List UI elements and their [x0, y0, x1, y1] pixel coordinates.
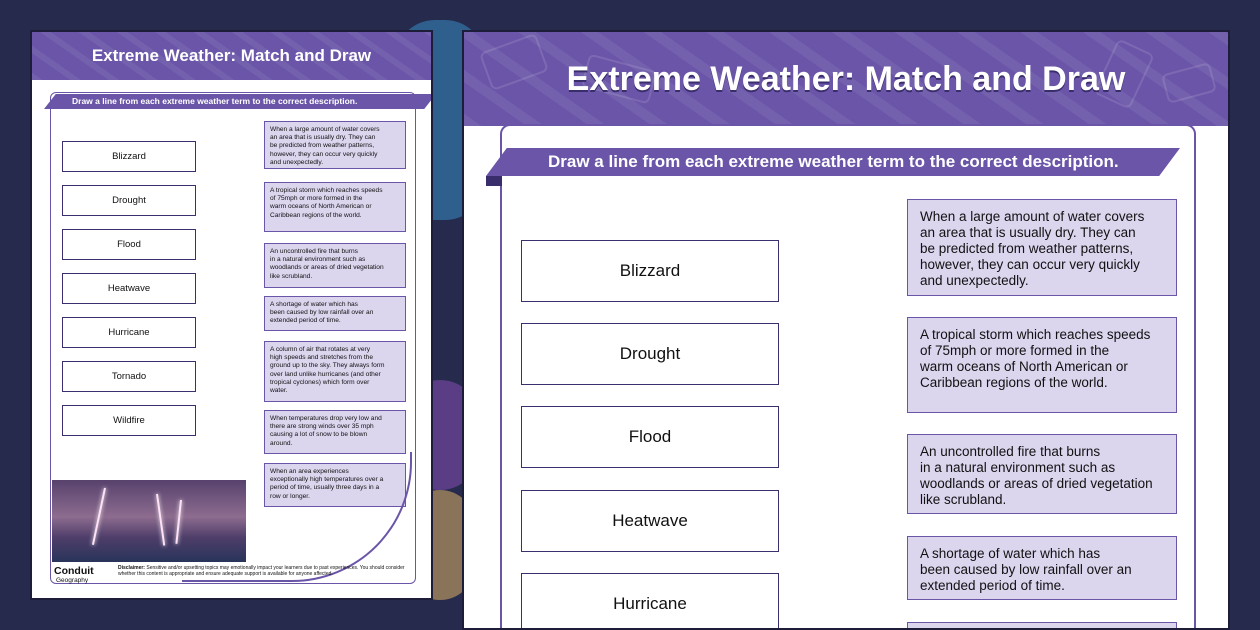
- description-card: When a large amount of water covers an area that is usually dry. They can be predicted from weather patterns, however, they can occur very quickly and unexpectedly.: [264, 121, 406, 169]
- worksheet-preview[interactable]: [462, 30, 1230, 630]
- term-box: Drought: [521, 323, 779, 385]
- instruction-text: Draw a line from each extreme weather term to the correct description.: [548, 152, 1119, 171]
- term-box: Blizzard: [62, 141, 196, 172]
- term-box: Flood: [62, 229, 196, 260]
- disclaimer: [118, 565, 418, 577]
- term-box: Drought: [62, 185, 196, 216]
- description-card: [907, 622, 1177, 630]
- term-box: Blizzard: [521, 240, 779, 302]
- lightning-bolt: [92, 488, 106, 545]
- term-box: Heatwave: [62, 273, 196, 304]
- description-card: A column of air that rotates at very high speeds and stretches from the ground up to the sky. They always form over land unlike hurricanes (and other tropical cyclones) which form over water.: [264, 341, 406, 402]
- description-card: When a large amount of water covers an area that is usually dry. They can be predicted from weather patterns, however, they can occur very quickly and unexpectedly.: [907, 199, 1177, 296]
- description-card: A tropical storm which reaches speeds of 75mph or more formed in the warm oceans of North American or Caribbean regions of the world.: [264, 182, 406, 232]
- instruction-band-tab: [486, 176, 502, 186]
- term-box: Tornado: [62, 361, 196, 392]
- term-box: Hurricane: [62, 317, 196, 348]
- worksheet-thumbnail[interactable]: [30, 30, 433, 600]
- description-card: When an area experiences exceptionally high temperatures over a period of time, usually three days in a row or longer.: [264, 463, 406, 507]
- brand-logo: Conduit: [54, 565, 94, 577]
- lightning-photo: [52, 480, 246, 562]
- description-card: When temperatures drop very low and there are strong winds over 35 mph causing a lot of snow to be blown around.: [264, 410, 406, 454]
- lightning-bolt: [156, 494, 165, 546]
- worksheet-title: Extreme Weather: Match and Draw: [91, 46, 372, 65]
- term-box: Heatwave: [521, 490, 779, 552]
- disclaimer-text: Sensitive and/or upsetting topics may emotionally impact your learners due to past experiences. You should consider whether this content is appropriate and ensure adequate support is available for anyone affected.: [118, 565, 405, 577]
- worksheet-title: Extreme Weather: Match and Draw: [566, 60, 1126, 98]
- description-card: An uncontrolled fire that burns in a natural environment such as woodlands or areas of dried vegetation like scrubland.: [264, 243, 406, 288]
- description-card: A shortage of water which has been caused by low rainfall over an extended period of time.: [264, 296, 406, 331]
- lightning-bolt: [175, 500, 182, 544]
- term-box: Flood: [521, 406, 779, 468]
- brand-subject: Geography: [56, 577, 89, 584]
- disclaimer-label: Disclaimer:: [118, 565, 145, 571]
- description-card: A tropical storm which reaches speeds of 75mph or more formed in the warm oceans of North American or Caribbean regions of the world.: [907, 317, 1177, 413]
- description-card: A shortage of water which has been caused by low rainfall over an extended period of time.: [907, 536, 1177, 600]
- term-box: Wildfire: [62, 405, 196, 436]
- term-box: Hurricane: [521, 573, 779, 630]
- description-card: An uncontrolled fire that burns in a natural environment such as woodlands or areas of dried vegetation like scrubland.: [907, 434, 1177, 514]
- instruction-text: Draw a line from each extreme weather term to the correct description.: [72, 96, 358, 106]
